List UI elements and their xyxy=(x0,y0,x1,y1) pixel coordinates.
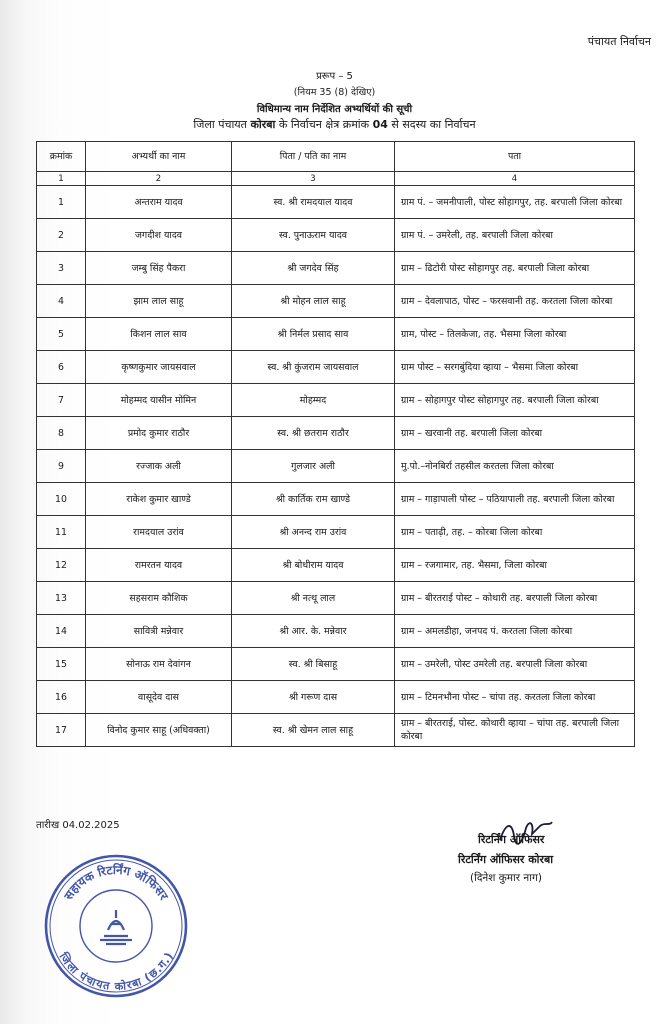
candidate-name-cell: राकेश कुमार खाण्डे xyxy=(86,483,232,516)
father-name-cell: श्री कार्तिक राम खाण्डे xyxy=(232,483,395,516)
serial-cell: 8 xyxy=(37,417,86,450)
candidate-name-cell: मोहम्मद यासीन मोमिन xyxy=(86,384,232,417)
document-title: विधिमान्य नाम निर्देशित अभ्यर्थियों की सूची xyxy=(256,104,413,115)
father-name-cell: स्व. पुनाऊराम यादव xyxy=(232,219,395,252)
serial-cell: 9 xyxy=(37,450,86,483)
table-row xyxy=(37,615,635,648)
father-name-cell: स्व. श्री खेमन लाल साहू xyxy=(232,714,395,747)
table-row xyxy=(37,582,635,615)
table-row xyxy=(37,549,635,582)
father-name-cell: श्री अनन्द राम उरांव xyxy=(232,516,395,549)
address-cell: ग्राम – उमरेली, पोस्ट उमरेली तह. बरपाली जिला कोरबा xyxy=(395,648,635,681)
address-cell: ग्राम – ढिटोरी पोस्ट सोहागपुर तह. बरपाली जिला कोरबा xyxy=(395,252,635,285)
table-row xyxy=(37,384,635,417)
svg-text:जिला पंचायत कोरबा (छ.ग.) xyxy=(56,949,176,993)
col-number: 4 xyxy=(395,172,635,186)
father-name-cell: स्व. श्री बिसाहू xyxy=(232,648,395,681)
col-number: 3 xyxy=(232,172,395,186)
table-row xyxy=(37,714,635,747)
serial-cell: 6 xyxy=(37,351,86,384)
serial-cell: 1 xyxy=(37,186,86,219)
address-cell: ग्राम – बीरतराई, पोस्ट. कोथारी व्हाया – चांपा तह. बरपाली जिला कोरबा xyxy=(395,714,635,747)
col-header-father: पिता / पति का नाम xyxy=(232,142,395,172)
candidate-name-cell: प्रमोद कुमार राठौर xyxy=(86,417,232,450)
father-name-cell: श्री जगदेव सिंह xyxy=(232,252,395,285)
table-row xyxy=(37,219,635,252)
father-name-cell: श्री नत्थू लाल xyxy=(232,582,395,615)
address-cell: ग्राम – पताढ़ी, तह. – कोरबा जिला कोरबा xyxy=(395,516,635,549)
officer-designation: रिटर्निंग ऑफिसर xyxy=(478,833,545,846)
col-header-candidate: अभ्यर्थी का नाम xyxy=(86,142,232,172)
table-row xyxy=(37,516,635,549)
address-cell: ग्राम – सोहागपुर पोस्ट सोहागपुर तह. बरपाली जिला कोरबा xyxy=(395,384,635,417)
father-name-cell: मोहम्मद xyxy=(232,384,395,417)
table-row xyxy=(37,318,635,351)
serial-cell: 10 xyxy=(37,483,86,516)
serial-cell: 12 xyxy=(37,549,86,582)
table-row xyxy=(37,681,635,714)
father-name-cell: श्री मोहन लाल साहू xyxy=(232,285,395,318)
candidate-name-cell: विनोद कुमार साहू (अधिवक्ता) xyxy=(86,714,232,747)
candidate-name-cell: वासूदेव दास xyxy=(86,681,232,714)
col-number: 2 xyxy=(86,172,232,186)
father-name-cell: स्व. श्री रामदयाल यादव xyxy=(232,186,395,219)
address-cell: ग्राम, पोस्ट – तिलकेजा, तह. भैसमा जिला कोरबा xyxy=(395,318,635,351)
col-number: 1 xyxy=(37,172,86,186)
form-number: प्ररूप – 5 xyxy=(316,71,353,82)
table-row xyxy=(37,285,635,318)
table-row xyxy=(37,351,635,384)
candidate-name-cell: झाम लाल साहू xyxy=(86,285,232,318)
serial-cell: 13 xyxy=(37,582,86,615)
document-date: तारीख 04.02.2025 xyxy=(36,820,120,831)
address-cell: ग्राम – अमलडीहा, जनपद पं. करतला जिला कोरबा xyxy=(395,615,635,648)
seal-text-top: सहायक रिटर्निंग ऑफिसर xyxy=(61,862,171,903)
candidate-name-cell: कृष्णकुमार जायसवाल xyxy=(86,351,232,384)
table-row xyxy=(37,648,635,681)
serial-cell: 5 xyxy=(37,318,86,351)
father-name-cell: श्री निर्मल प्रसाद साव xyxy=(232,318,395,351)
address-cell: ग्राम – रजगामार, तह. भैसमा, जिला कोरबा xyxy=(395,549,635,582)
table-row xyxy=(37,483,635,516)
address-cell: ग्राम – बीरतराई पोस्ट – कोथारी तह. बरपाली जिला कोरबा xyxy=(395,582,635,615)
table-row xyxy=(37,450,635,483)
serial-cell: 14 xyxy=(37,615,86,648)
serial-cell: 16 xyxy=(37,681,86,714)
table-row xyxy=(37,186,635,219)
address-cell: मु.पो.–नोनबिर्रा तहसील करतला जिला कोरबा xyxy=(395,450,635,483)
column-number-row xyxy=(37,172,635,186)
table-row xyxy=(37,252,635,285)
serial-cell: 7 xyxy=(37,384,86,417)
address-cell: ग्राम पोस्ट – सरगबुंदिया व्हाया – भैसमा जिला कोरबा xyxy=(395,351,635,384)
col-header-serial: क्रमांक xyxy=(37,142,86,172)
candidate-name-cell: रामदयाल उरांव xyxy=(86,516,232,549)
serial-cell: 3 xyxy=(37,252,86,285)
rule-reference: (नियम 35 (8) देखिए) xyxy=(293,87,376,98)
seal-text-bottom: जिला पंचायत कोरबा (छ.ग.) xyxy=(56,950,176,994)
table-row xyxy=(37,417,635,450)
candidate-name-cell: रामरतन यादव xyxy=(86,549,232,582)
candidate-name-cell: अन्तराम यादव xyxy=(86,186,232,219)
father-name-cell: स्व. श्री छतराम राठौर xyxy=(232,417,395,450)
father-name-cell: स्व. श्री कुंजराम जायसवाल xyxy=(232,351,395,384)
document-subtitle: जिला पंचायत कोरबा के निर्वाचन क्षेत्र क्रमांक 04 से सदस्य का निर्वाचन xyxy=(193,118,476,131)
col-header-address: पता xyxy=(395,142,635,172)
candidate-name-cell: सोनाऊ राम देवांगन xyxy=(86,648,232,681)
candidate-name-cell: जगदीश यादव xyxy=(86,219,232,252)
father-name-cell: श्री बोधीराम यादव xyxy=(232,549,395,582)
table-body xyxy=(37,186,635,747)
father-name-cell: गुलजार अली xyxy=(232,450,395,483)
address-cell: ग्राम पं. – उमरेली, तह. बरपाली जिला कोरबा xyxy=(395,219,635,252)
serial-cell: 11 xyxy=(37,516,86,549)
official-seal xyxy=(42,852,190,1000)
officer-name: (दिनेश कुमार नाग) xyxy=(470,872,542,884)
address-cell: ग्राम पं. – जमनीपाली, पोस्ट सोहागपुर, तह. बरपाली जिला कोरबा xyxy=(395,186,635,219)
header-top-right: पंचायत निर्वाचन xyxy=(587,35,651,48)
address-cell: ग्राम – खरवानी तह. बरपाली जिला कोरबा xyxy=(395,417,635,450)
table-header-row xyxy=(37,142,635,172)
serial-cell: 17 xyxy=(37,714,86,747)
candidate-name-cell: जम्बु सिंह पैकरा xyxy=(86,252,232,285)
serial-cell: 2 xyxy=(37,219,86,252)
address-cell: ग्राम – टिमनभौना पोस्ट – चांपा तह. करतला जिला कोरबा xyxy=(395,681,635,714)
candidate-name-cell: रज्जाक अली xyxy=(86,450,232,483)
father-name-cell: श्री आर. के. मन्नेवार xyxy=(232,615,395,648)
father-name-cell: श्री गरूण दास xyxy=(232,681,395,714)
candidate-name-cell: किशन लाल साव xyxy=(86,318,232,351)
candidate-name-cell: सावित्री मन्नेवार xyxy=(86,615,232,648)
serial-cell: 4 xyxy=(37,285,86,318)
address-cell: ग्राम – गाड़ापाली पोस्ट – पठियापाली तह. बरपाली जिला कोरबा xyxy=(395,483,635,516)
candidates-table xyxy=(36,141,635,747)
officer-designation-stamp: रिटर्निंग ऑफिसर कोरबा xyxy=(458,853,554,866)
serial-cell: 15 xyxy=(37,648,86,681)
address-cell: ग्राम – देवलापाठ, पोस्ट – फरसवानी तह. करतला जिला कोरबा xyxy=(395,285,635,318)
candidate-name-cell: सहसराम कौशिक xyxy=(86,582,232,615)
